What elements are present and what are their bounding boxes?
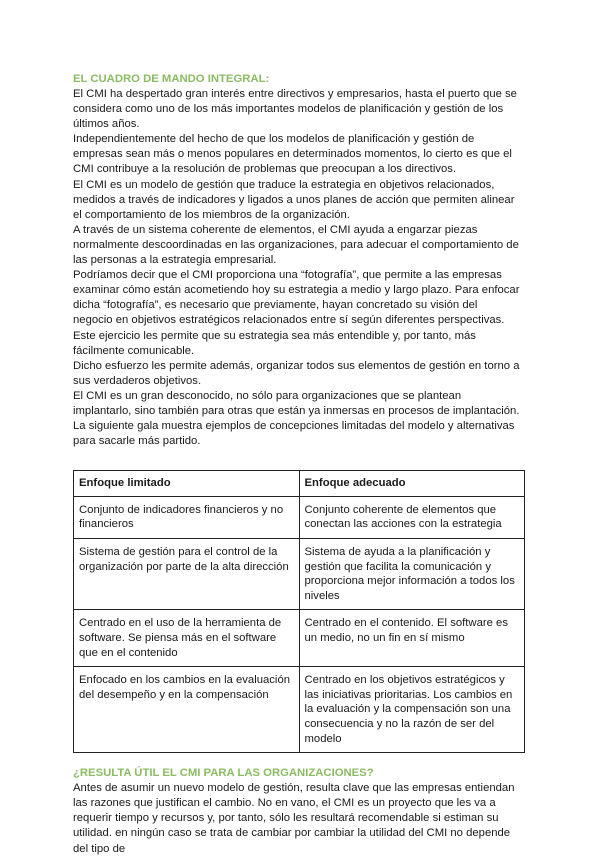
- table-header-row: [74, 471, 525, 497]
- section-heading: EL CUADRO DE MANDO INTEGRAL:: [73, 73, 270, 85]
- table-cell-limited: Centrado en el uso de la herramienta de software. Se piensa más en el software que en el contenido: [74, 610, 300, 667]
- table-cell-adequate: Sistema de ayuda a la planificación y gestión que facilita la comunicación y proporciona mejor información a todos los niveles: [299, 539, 525, 610]
- table-row: [74, 539, 525, 610]
- header-limited-approach: Enfoque limitado: [74, 471, 300, 497]
- table-cell-adequate: Conjunto coherente de elementos que conectan las acciones con la estrategia: [299, 496, 525, 538]
- table-cell-adequate: Centrado en el contenido. El software es un medio, no un fin en sí mismo: [299, 610, 525, 667]
- header-adequate-approach: Enfoque adecuado: [299, 471, 525, 497]
- paragraph: Podríamos decir que el CMI proporciona una “fotografía”, que permite a las empresas examinar cómo están acometiendo hoy su estrategia a medio y largo plazo. Para enfocar dicha “fotografía”, es necesario que previamente, hayan concretado su visión del negocio en objetivos estratégicos relacionados entre sí según diferentes perspectivas. Este ejercicio les permite que su estrategia sea más entendible y, por tanto, más fácilmente comunicable.: [73, 269, 520, 357]
- section-heading: ¿RESULTA ÚTIL EL CMI PARA LAS ORGANIZACIONES?: [73, 767, 374, 780]
- table-cell-limited: Sistema de gestión para el control de la organización por parte de la alta dirección: [74, 539, 300, 610]
- table-row: [74, 496, 525, 538]
- section-utility: [73, 766, 520, 856]
- paragraph: Antes de asumir un nuevo modelo de gestión, resulta clave que las empresas entiendan las razones que justifican el cambio. No en vano, el CMI es un proyecto que les va a requerir tiempo y recursos y, por tanto, sólo les resultará recomendable si estiman su utilidad. en ningún caso se trata de cambiar por cambiar la utilidad del CMI no depende del tipo de: [73, 782, 515, 855]
- paragraph: Dicho esfuerzo les permite además, organizar todos sus elementos de gestión en torno a sus verdaderos objetivos.: [73, 359, 520, 387]
- table-row: [74, 667, 525, 753]
- table-cell-limited: Conjunto de indicadores financieros y no financieros: [74, 496, 300, 538]
- table-row: [74, 610, 525, 667]
- table-cell-limited: Enfocado en los cambios en la evaluación del desempeño y en la compensación: [74, 667, 300, 753]
- paragraph: A través de un sistema coherente de elementos, el CMI ayuda a engarzar piezas normalmente descoordinadas en las organizaciones, para adecuar el comportamiento de las personas a la estrategia empresarial.: [73, 223, 519, 267]
- paragraph: El CMI ha despertado gran interés entre directivos y empresarios, hasta el puerto que se considera como uno de los más importantes modelos de planificación y gestión de los últimos años.: [73, 88, 517, 131]
- paragraph: El CMI es un modelo de gestión que traduce la estrategia en objetivos relacionados, medidos a través de indicadores y ligados a unos planes de acción que permiten alinear el comportamiento de los miembros de la organización.: [73, 178, 515, 221]
- comparison-table: [73, 470, 525, 753]
- table-cell-adequate: Centrado en los objetivos estratégicos y las iniciativas prioritarias. Los cambios en la evaluación y la compensación son una consecuencia y no la razón de ser del modelo: [299, 667, 525, 753]
- paragraph: Independientemente del hecho de que los modelos de planificación y gestión de empresas sean más o menos populares en determinados momentos, lo cierto es que el CMI contribuye a la resolución de problemas que preocupan a los directivos.: [73, 133, 512, 176]
- paragraph: El CMI es un gran desconocido, no sólo para organizaciones que se plantean implantarlo, sino también para otras que están ya inmersas en procesos de implantación. La siguiente gala muestra ejemplos de concepciones limitadas del modelo y alternativas para sacarle más partido.: [73, 389, 520, 448]
- section-cmi: [73, 72, 520, 449]
